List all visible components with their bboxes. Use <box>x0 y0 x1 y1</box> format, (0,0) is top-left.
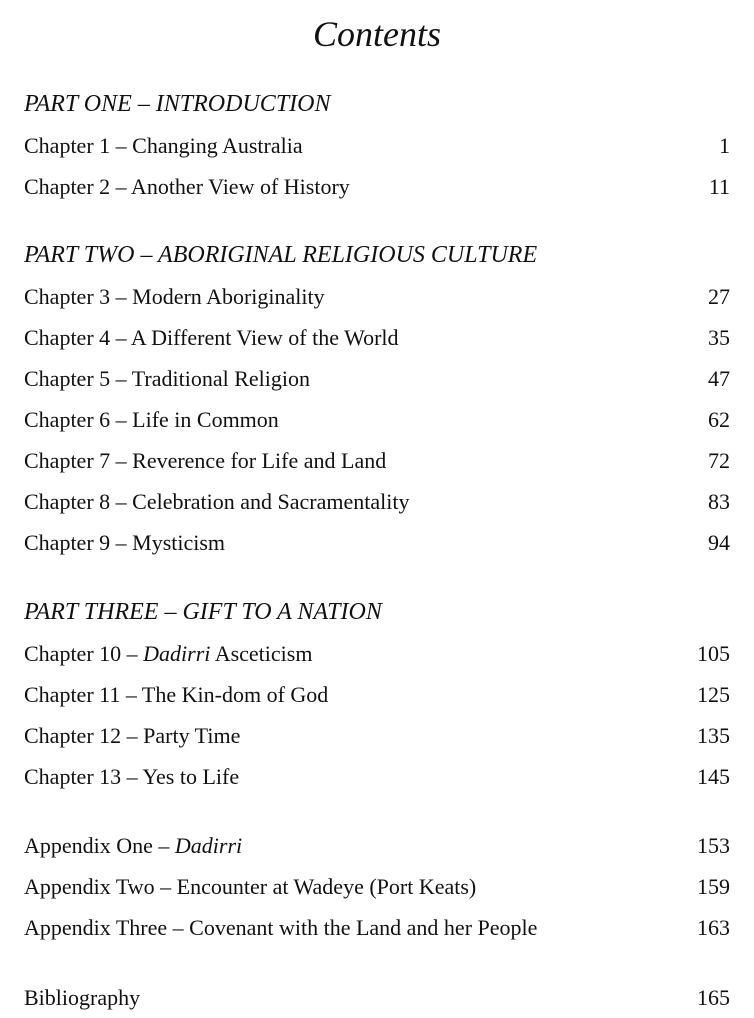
toc-entry-page: 159 <box>697 874 730 899</box>
toc-entry-label: Chapter 13 – Yes to Life <box>24 764 240 789</box>
toc-entry-page: 125 <box>697 682 730 707</box>
page-title: Contents <box>312 14 441 54</box>
toc-entry-page: 35 <box>708 325 730 350</box>
toc-entry-label: Chapter 3 – Modern Aboriginality <box>24 284 325 309</box>
toc-entry-label-suffix: Asceticism <box>210 641 313 666</box>
toc-entry-chapter-11[interactable] <box>24 680 730 710</box>
toc-entry-page: 47 <box>708 366 730 391</box>
toc-entry-label: Chapter 2 – Another View of History <box>24 174 350 199</box>
toc-entry-chapter-12[interactable] <box>24 721 730 751</box>
toc-entry-appendix-one[interactable] <box>24 831 730 861</box>
toc-entry-label: Chapter 12 – Party Time <box>24 723 241 748</box>
toc-entry-chapter-5[interactable] <box>24 364 730 394</box>
part-heading-three: PART THREE – GIFT TO A NATION <box>24 599 382 625</box>
toc-entry-label: Chapter 4 – A Different View of the World <box>24 325 399 350</box>
toc-entry-page: 135 <box>697 723 730 748</box>
toc-entry-label-prefix: Appendix One – <box>24 833 175 858</box>
toc-entry-page: 1 <box>719 133 730 158</box>
toc-entry-label: Chapter 8 – Celebration and Sacramentality <box>24 489 410 514</box>
toc-entry-chapter-10[interactable] <box>24 639 730 669</box>
toc-entry-chapter-6[interactable] <box>24 405 730 435</box>
toc-entry-chapter-8[interactable] <box>24 487 730 517</box>
toc-entry-label <box>24 639 312 669</box>
toc-entry-label: Appendix Three – Covenant with the Land and her People <box>24 915 538 940</box>
toc-entry-bibliography[interactable] <box>24 983 730 1013</box>
toc-entry-page: 83 <box>708 489 730 514</box>
toc-entry-label-italic: Dadirri <box>174 833 243 858</box>
toc-entry-appendix-two[interactable] <box>24 872 730 902</box>
toc-entry-page: 105 <box>697 641 730 666</box>
toc-entry-page: 11 <box>708 174 730 199</box>
toc-entry-label: Chapter 9 – Mysticism <box>24 530 226 555</box>
toc-entry-label: Chapter 5 – Traditional Religion <box>24 366 310 391</box>
toc-entry-chapter-9[interactable] <box>24 528 730 558</box>
toc-entry-page: 163 <box>697 915 730 940</box>
toc-entry-page: 165 <box>697 985 730 1010</box>
toc-entry-chapter-1[interactable] <box>24 131 730 161</box>
toc-entry-label: Appendix Two – Encounter at Wadeye (Port Keats) <box>24 874 477 899</box>
toc-entry-label: Chapter 11 – The Kin-dom of God <box>24 682 329 707</box>
toc-entry-chapter-7[interactable] <box>24 446 730 476</box>
toc-entry-chapter-2[interactable] <box>24 172 730 202</box>
toc-entry-label-prefix: Chapter 10 – <box>24 641 144 666</box>
part-heading-one: PART ONE – INTRODUCTION <box>24 91 331 117</box>
toc-entry-page: 27 <box>708 284 730 309</box>
toc-entry-label: Chapter 7 – Reverence for Life and Land <box>24 448 387 473</box>
toc-entry-chapter-4[interactable] <box>24 323 730 353</box>
toc-entry-label: Chapter 6 – Life in Common <box>24 407 279 432</box>
toc-entry-chapter-3[interactable] <box>24 282 730 312</box>
toc-entry-page: 145 <box>697 764 730 789</box>
toc-entry-page: 153 <box>697 833 730 858</box>
toc-entry-label: Chapter 1 – Changing Australia <box>24 133 303 158</box>
toc-entry-page: 94 <box>708 530 730 555</box>
toc-entry-page: 72 <box>708 448 730 473</box>
toc-entry-label-italic: Dadirri <box>143 641 211 666</box>
toc-entry-page: 62 <box>708 407 730 432</box>
toc-entry-label <box>24 831 242 861</box>
toc-entry-chapter-13[interactable] <box>24 762 730 792</box>
part-heading-two: PART TWO – ABORIGINAL RELIGIOUS CULTURE <box>24 242 538 268</box>
toc-entry-appendix-three[interactable] <box>24 913 730 943</box>
toc-entry-label: Bibliography <box>24 985 141 1010</box>
